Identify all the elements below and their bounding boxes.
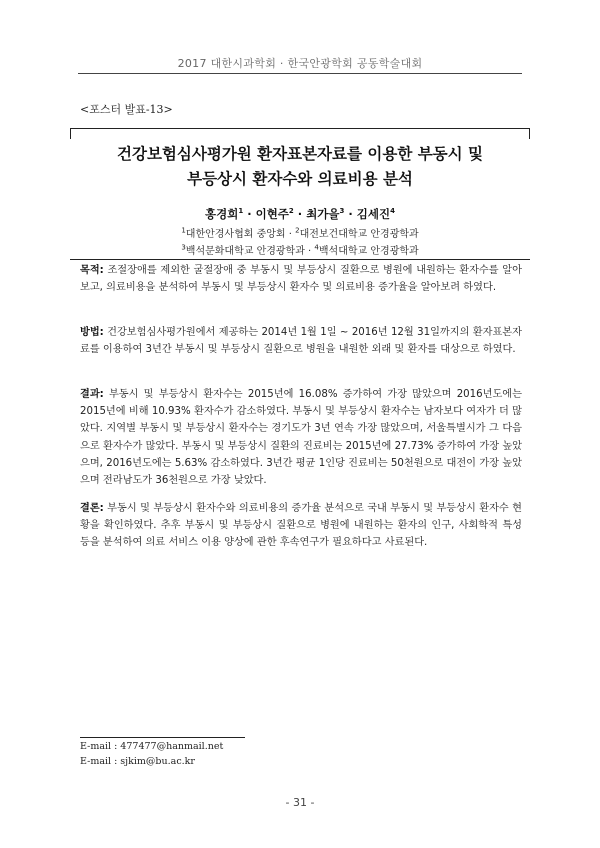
email-line-1: E-mail : 477477@hanmail.net (80, 741, 224, 752)
title-box (70, 128, 530, 260)
affil-text: 대한안경사협회 중앙회 · (185, 229, 296, 240)
author-separator: · (243, 207, 256, 221)
author-4-affil: 4 (390, 207, 395, 216)
conclusion-label: 결론: (80, 503, 104, 514)
purpose-paragraph (80, 262, 522, 296)
affil-number: 1 (181, 226, 186, 235)
title-line-1: 건강보험심사평가원 환자표본자료를 이용한 부동시 및 (117, 145, 483, 163)
purpose-text: 조절장애를 제외한 굴절장애 중 부동시 및 부등상시 질환으로 병원에 내원하는 환자수를 알아보고, 의료비용을 분석하여 부동시 및 부등상시 환자수 및 의료비용 증가율을 알아보려 하였다. (80, 265, 522, 294)
header-rule (78, 73, 522, 74)
method-label: 방법: (80, 327, 104, 338)
affil-number: 4 (314, 243, 319, 252)
author-1: 홍경희 (205, 207, 239, 221)
author-1-affil: 1 (238, 207, 244, 216)
affiliation-line-2 (70, 242, 530, 257)
conclusion-text: 부동시 및 부등상시 환자수와 의료비용의 증가율 분석으로 국내 부동시 및 부등상시 환자수 현황을 확인하였다. 추후 부동시 및 부등상시 질환으로 병원에 내원하는 환자의 인구, 사회학적 특성 등을 분석하여 의료 서비스 이용 양상에 관한 후속연구가 필요하다고 사료된다. (80, 503, 522, 549)
author-2: 이현주 (255, 207, 289, 221)
affil-number: 2 (295, 226, 300, 235)
paper-title (70, 142, 530, 192)
author-4: 김세진 (356, 207, 391, 221)
running-header: 2017 대한시과학회 · 한국안광학회 공동학술대회 (177, 57, 423, 70)
author-3-affil: 3 (339, 207, 345, 216)
affil-text: 대전보건대학교 안경광학과 (299, 229, 419, 240)
result-label: 결과: (80, 389, 104, 400)
purpose-label: 목적: (80, 265, 104, 276)
method-text: 건강보험심사평가원에서 제공하는 2014년 1월 1일 ~ 2016년 12월 31일까지의 환자표본자료를 이용하여 3년간 부동시 및 부등상시 질환으로 병원을 내원한 외래 및 환자를 대상으로 하였다. (80, 327, 522, 356)
affil-text: 백석문화대학교 안경광학과 · (185, 246, 315, 257)
affiliation-line-1 (70, 225, 530, 240)
author-separator: · (344, 207, 357, 221)
affil-text: 백석대학교 안경광학과 (318, 246, 419, 257)
method-paragraph (80, 324, 522, 358)
poster-label: <포스터 발표-13> (80, 103, 173, 116)
email-line-2: E-mail : sjkim@bu.ac.kr (80, 756, 195, 767)
result-text: 부동시 및 부등상시 환자수는 2015년에 16.08% 증가하여 가장 많았으며 2016년도에는 2015년에 비해 10.93% 환자수가 감소하였다. 부동시 및 부등상시 환자수는 남자보다 여자가 더 많았다. 지역별 부동시 및 부등상시 환자수는 경기도가 3년 연속 가장 많았으며, 서울특별시가 그 다음으로 환자수가 많았다. 부동시 및 부등상시 질환의 진료비는 2015년에 27.73% 증가하여 가장 높았으며, 2016년도에는 5.63% 감소하였다. 3년간 평균 1인당 진료비는 50천원으로 대전이 가장 높았으며 전라남도가 36천원으로 가장 낮았다. (80, 389, 522, 487)
affil-number: 3 (181, 243, 186, 252)
author-2-affil: 2 (288, 207, 294, 216)
title-line-2: 부등상시 환자수와 의료비용 분석 (187, 170, 413, 188)
footnote-rule (80, 737, 245, 738)
conclusion-paragraph (80, 500, 522, 552)
page-number: - 31 - (285, 796, 315, 809)
result-paragraph (80, 386, 522, 489)
author-list (70, 206, 530, 222)
author-3: 최가을 (306, 207, 340, 221)
author-separator: · (293, 207, 307, 221)
